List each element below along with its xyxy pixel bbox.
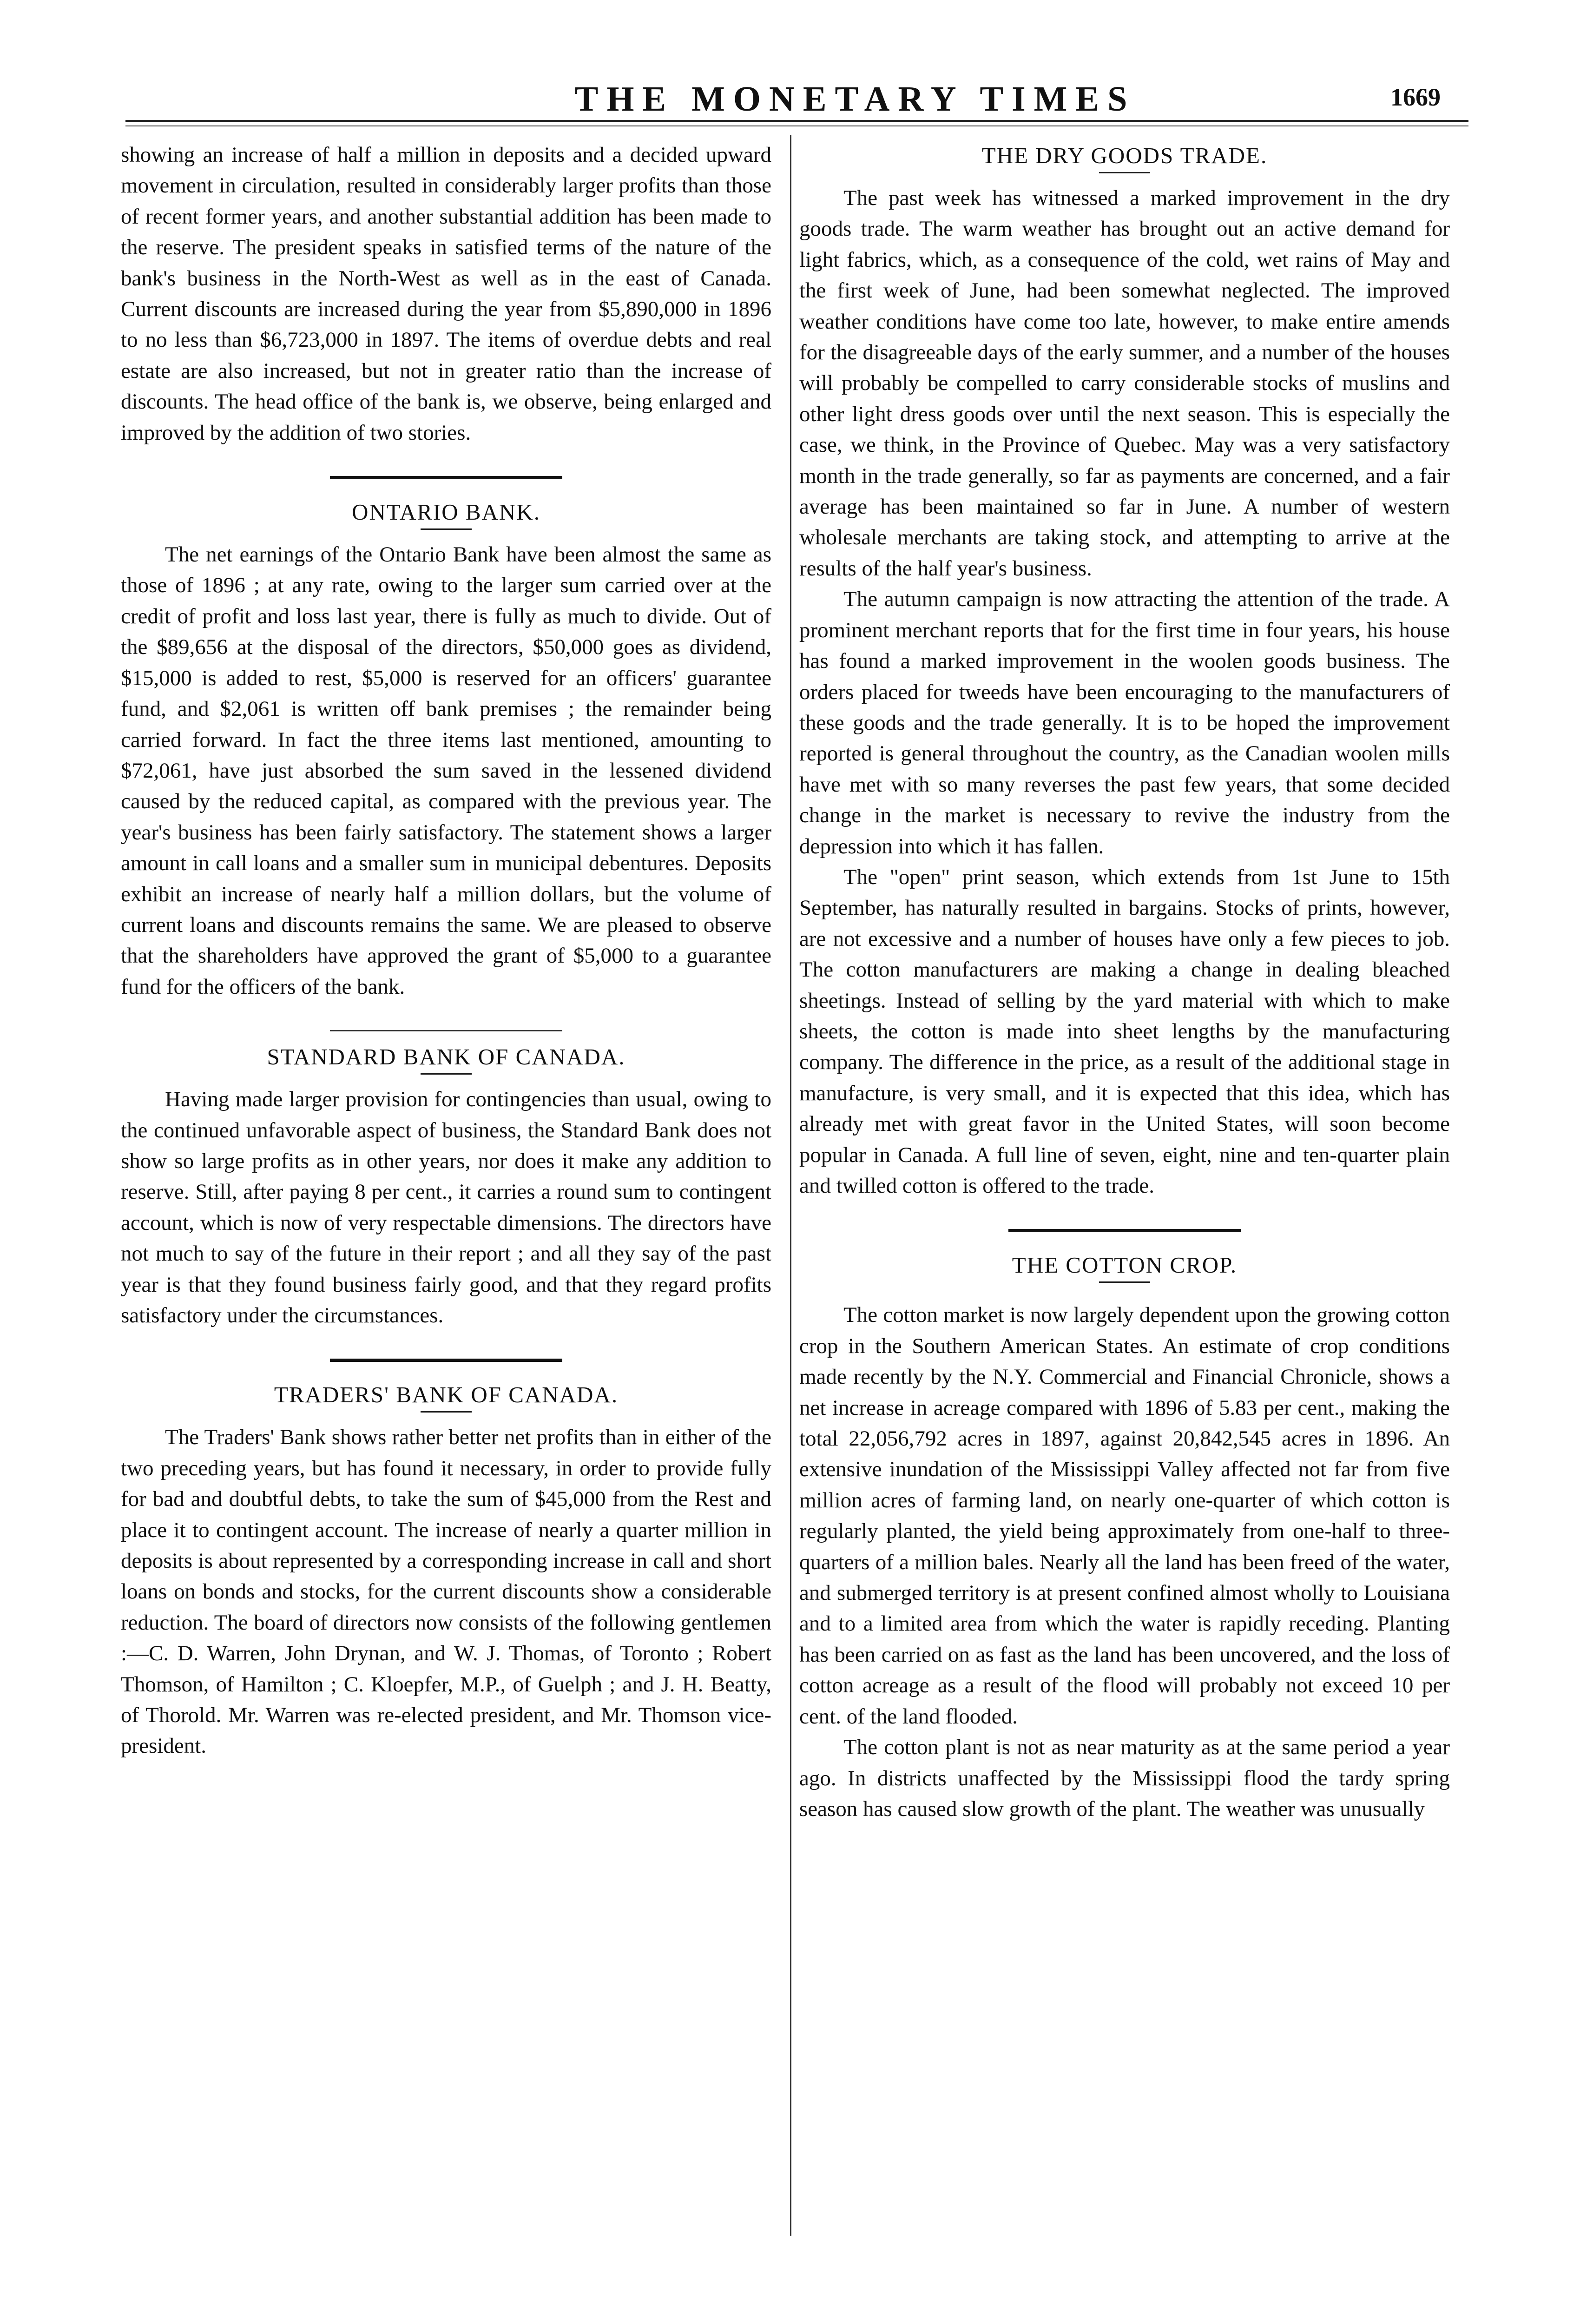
traders-bank-heading: TRADERS' BANK OF CANADA. bbox=[274, 1382, 619, 1408]
dry-goods-paragraph: The past week has witnessed a marked improvement in the dry goods trade. The warm weather has brought out an active demand for light fabrics, which, as a consequence of the cold, wet rains of May and the first week of June, had been somewhat neglected. The improved weather conditions have come too late, however, to make entire amends for the disagreeable days of the early summer, and a number of the houses will probably be compelled to carry considerable stocks of muslins and other light dress goods over until the next season. This is especially the case, we think, in the Province of Quebec. May was a very satisfactory month in the trade generally, so far as payments are concerned, and a fair average has been maintained so far in June. A number of western wholesale merchants are taking stock, and attempting to arrive at the results of the half year's business. bbox=[799, 186, 1450, 581]
left-column bbox=[121, 139, 771, 1762]
cotton-crop-heading: THE COTTON CROP. bbox=[1012, 1252, 1238, 1278]
masthead-title: THE MONETARY TIMES bbox=[574, 79, 1136, 119]
traders-bank-paragraph: The Traders' Bank shows rather better net profits than in either of the two preceding years, but has found it necessary, in order to provide fully for bad and doubtful debts, to take the sum of $45,000 from the Rest and place it to contingent account. The increase of nearly a quarter million in deposits is about represented by a corresponding increase in call and short loans on bonds and stocks, for the current discounts show a considerable reduction. The board of directors now consists of the following gentlemen :—C. D. Warren, John Drynan, and W. J. Thomas, of Toronto ; Robert Thomson, of Hamilton ; C. Kloepfer, M.P., of Guelph ; and J. H. Beatty, of Thorold. Mr. Warren was re-elected president, and Mr. Thomson vice-president. bbox=[121, 1425, 771, 1758]
dry-goods-heading: THE DRY GOODS TRADE. bbox=[981, 143, 1268, 168]
ontario-bank-heading: ONTARIO BANK. bbox=[352, 499, 540, 525]
dry-goods-paragraph: The "open" print season, which extends from 1st June to 15th September, has naturally resulted in bargains. Stocks of prints, however, are not excessive and a number of houses have only a few pieces to job. The cotton manufacturers are making a change in dealing bleached sheetings. Instead of selling by the yard material with which to make sheets, the cotton is made into sheet lengths by the manufacturing company. The difference in the price, as a result of the additional stage in manufacture, is very small, and it is expected that this idea, which has already met with great favor in the United States, will soon become popular in Canada. A full line of seven, eight, nine and ten-quarter plain and twilled cotton is offered to the trade. bbox=[799, 865, 1450, 1198]
header-rule bbox=[125, 120, 1468, 122]
page-number: 1669 bbox=[1390, 83, 1441, 111]
intro-paragraph: showing an increase of half a million in deposits and a decided upward movement in circulation, resulted in considerably larger profits than those of recent former years, and another substantial addition has been made to the reserve. The president speaks in satisfied terms of the nature of the bank's business in the North-West as well as in the east of Canada. Current discounts are increased during the year from $5,890,000 in 1896 to no less than $6,723,000 in 1897. The items of overdue debts and real estate are also increased, but not in greater ratio than the increase of discounts. The head office of the bank is, we observe, being enlarged and improved by the addition of two stories. bbox=[121, 143, 771, 445]
page-header bbox=[125, 79, 1468, 125]
dry-goods-paragraph: The autumn campaign is now attracting the attention of the trade. A prominent merchant reports that for the first time in four years, his house has found a marked improvement in the woolen goods business. The orders placed for tweeds have been encouraging to the manufacturers of these goods and the trade generally. It is to be hoped the improvement reported is general throughout the country, as the Canadian woolen mills have met with so many reverses the past few years, that some decided change in the market is necessary to revive the industry from the depression into which it has fallen. bbox=[799, 587, 1450, 858]
column-divider bbox=[790, 135, 791, 2236]
section-divider bbox=[1008, 1229, 1241, 1232]
section-divider bbox=[330, 476, 562, 479]
header-rule-thin bbox=[125, 125, 1468, 126]
standard-bank-heading: STANDARD BANK OF CANADA. bbox=[267, 1044, 625, 1070]
ontario-bank-paragraph: The net earnings of the Ontario Bank have been almost the same as those of 1896 ; at any rate, owing to the larger sum carried over at the credit of profit and loss last year, there is fully as much to divide. Out of the $89,656 at the disposal of the directors, $50,000 goes as dividend, $15,000 is added to rest, $5,000 is reserved for an officers' guarantee fund, and $2,061 is written off bank premises ; the remainder being carried forward. In fact the three items last mentioned, amounting to $72,061, have just absorbed the sum saved in the lessened dividend caused by the reduced capital, as compared with the previous year. The year's business has been fairly satisfactory. The statement shows a larger amount in call loans and a smaller sum in municipal debentures. Deposits exhibit an increase of nearly half a million dollars, but the volume of current loans and discounts remains the same. We are pleased to observe that the shareholders have approved the grant of $5,000 to a guarantee fund for the officers of the bank. bbox=[121, 542, 771, 999]
cotton-crop-paragraph: The cotton plant is not as near maturity as at the same period a year ago. In districts unaffected by the Mississippi flood the tardy spring season has caused slow growth of the plant. The weather was unusually bbox=[799, 1735, 1450, 1821]
right-column bbox=[799, 139, 1450, 1824]
standard-bank-paragraph: Having made larger provision for contingencies than usual, owing to the continued unfavorable aspect of business, the Standard Bank does not show so large profits as in other years, nor does it make any addition to reserve. Still, after paying 8 per cent., it carries a round sum to contingent account, which is now of very respectable dimensions. The directors have not much to say of the future in their report ; and all they say of the past year is that they found business fairly good, and that they regard profits satisfactory under the circumstances. bbox=[121, 1087, 771, 1327]
section-divider bbox=[330, 1359, 562, 1362]
cotton-crop-paragraph: The cotton market is now largely dependent upon the growing cotton crop in the Southern American States. An estimate of crop conditions made recently by the N.Y. Commercial and Financial Chronicle, shows a net increase in acreage compared with 1896 of 5.83 per cent., making the total 22,056,792 acres in 1897, against 20,842,545 acres in 1896. An extensive inundation of the Mississippi Valley affected not far from five million acres of farming land, on nearly one-quarter of which cotton is regularly planted, the yield being approximately from one-half to three-quarters of a million bales. Nearly all the land has been freed of the water, and submerged territory is at present confined almost wholly to Louisiana and to a limited area from which the water is rapidly receding. Planting has been carried on as fast as the land has been uncovered, and the loss of cotton acreage as a result of the flood will probably not exceed 10 per cent. of the land flooded. bbox=[799, 1303, 1450, 1729]
